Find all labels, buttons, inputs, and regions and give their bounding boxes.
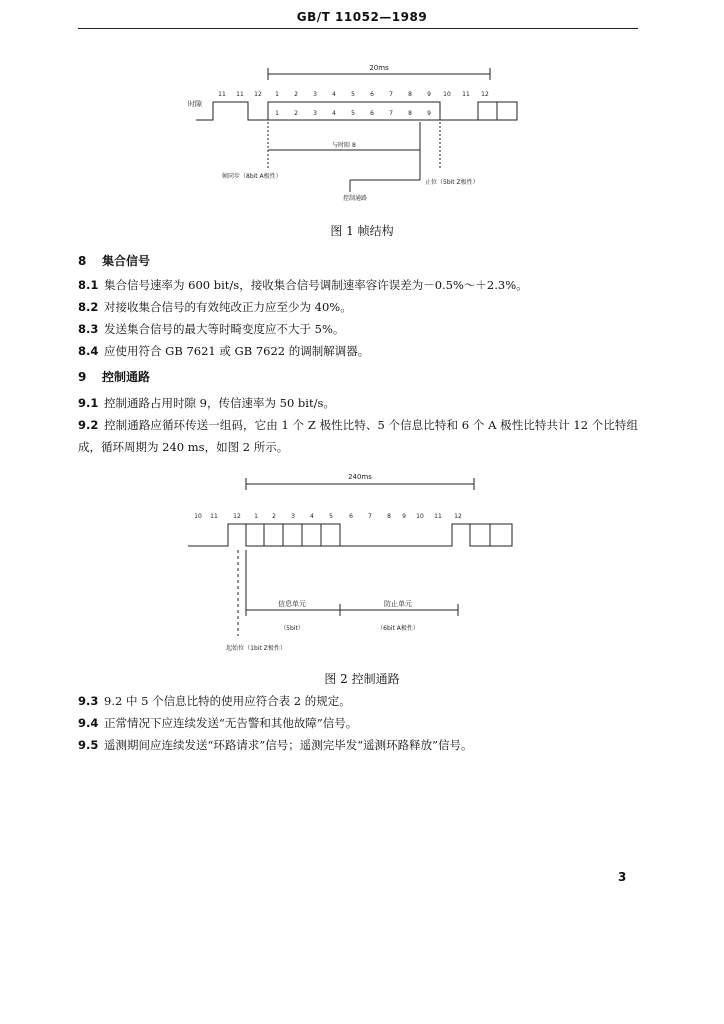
section9-heading	[78, 368, 150, 385]
item-number: 8.2	[78, 300, 99, 314]
fig1-slot-number: 10	[443, 91, 451, 98]
page-header: GB/T 11052—1989	[296, 10, 428, 24]
item-number: 9.3	[78, 694, 99, 708]
fig1-cell-label: 6	[370, 110, 374, 117]
figure1-frame-structure	[0, 60, 724, 210]
item-text: 控制通路应循环传送一组码，它由 1 个 Z 极性比特、5 个信息比特和 6 个 A 极性比特共计 12 个比特组成，循环周期为 240 ms，如图 2 所示。	[78, 418, 638, 454]
item-text: 遥测期间应连续发送“环路请求”信号；遥测完毕发“遥测环路释放”信号。	[104, 738, 473, 752]
fig2-slot-number: 7	[368, 513, 372, 520]
fig2-info-sub: （5bit）	[280, 625, 304, 632]
item-number: 9.4	[78, 716, 99, 730]
fig2-slot-number: 3	[291, 513, 295, 520]
section9-item-4	[78, 712, 357, 734]
fig2-stop-label: 防止单元	[384, 600, 412, 608]
item-text: 对接收集合信号的有效纯改正力应至少为 40%。	[104, 300, 352, 314]
fig2-slot-number: 4	[310, 513, 314, 520]
item-text: 集合信号速率为 600 bit/s，接收集合信号调制速率容许误差为－0.5%～＋2.3%。	[104, 278, 528, 292]
fig1-slot-number: 8	[408, 91, 412, 98]
fig1-slot-number: 12	[254, 91, 262, 98]
fig2-slot-number: 11	[434, 513, 442, 520]
item-text: 发送集合信号的最大等时畸变度应不大于 5%。	[104, 322, 345, 336]
fig1-slot-number: 11	[218, 91, 226, 98]
section9-item-5	[78, 734, 473, 756]
fig2-slot-number: 6	[349, 513, 353, 520]
fig2-slot-number: 5	[329, 513, 333, 520]
section8-item-3	[78, 318, 344, 340]
section9-item-1	[78, 392, 335, 414]
page-number: 3	[618, 870, 627, 884]
fig1-slot-number: 7	[389, 91, 393, 98]
section8-item-2	[78, 296, 352, 318]
fig1-mid-span-label: 与时隙 8	[332, 142, 356, 149]
item-number: 8.3	[78, 322, 99, 336]
fig1-cell-label: 9	[427, 110, 431, 117]
item-number: 9.5	[78, 738, 99, 752]
fig2-span-label: 240ms	[348, 473, 372, 481]
header-rule	[78, 28, 638, 29]
fig2-slot-number: 10	[416, 513, 424, 520]
section8-item-4	[78, 340, 369, 362]
fig1-slot-number: 1	[275, 91, 279, 98]
fig1-annot-mid: 控制通路	[343, 195, 368, 202]
fig1-slot-number: 5	[351, 91, 355, 98]
fig2-slot-number: 11	[210, 513, 218, 520]
section9-item-2	[78, 414, 638, 458]
fig1-slot-number: 4	[332, 91, 336, 98]
fig1-slot-number: 2	[294, 91, 298, 98]
fig1-slot-number: 9	[427, 91, 431, 98]
fig2-start-label: 起始位（1bit Z极性）	[226, 645, 286, 652]
fig2-stop-sub: （6bit A极性）	[377, 625, 419, 632]
fig1-cell-label: 3	[313, 110, 317, 117]
figure1-caption: 图 1 帧结构	[330, 224, 394, 238]
fig1-slot-number: 11	[236, 91, 244, 98]
fig1-slot-number: 6	[370, 91, 374, 98]
item-number: 8.4	[78, 344, 99, 358]
fig1-span-label: 20ms	[369, 64, 389, 72]
fig1-slot-number: 12	[481, 91, 489, 98]
fig2-slot-number: 12	[233, 513, 241, 520]
fig1-annot-left: 帧同步（8bit A极性）	[222, 173, 282, 180]
fig1-waveform	[196, 102, 517, 120]
figure2-caption: 图 2 控制通路	[324, 672, 400, 686]
fig2-slot-number: 8	[387, 513, 391, 520]
fig1-slot-number: 3	[313, 91, 317, 98]
item-number: 9.2	[78, 418, 99, 432]
item-text: 正常情况下应连续发送“无告警和其他故障”信号。	[104, 716, 358, 730]
figure2-control-channel	[0, 466, 724, 666]
fig2-slot-number: 1	[254, 513, 258, 520]
item-number: 8.1	[78, 278, 99, 292]
section9-item-3	[78, 690, 351, 712]
fig2-slot-number: 12	[454, 513, 462, 520]
fig1-slot-number: 11	[462, 91, 470, 98]
fig2-waveform	[188, 524, 512, 546]
section8-heading	[78, 252, 150, 269]
fig2-slot-number: 10	[194, 513, 202, 520]
fig1-cell-label: 4	[332, 110, 336, 117]
section9-number: 9	[78, 370, 87, 384]
fig1-annot-right: 止位（5bit Z极性）	[425, 179, 479, 186]
fig2-slot-number: 9	[402, 513, 406, 520]
item-number: 9.1	[78, 396, 99, 410]
section8-title: 集合信号	[102, 254, 151, 268]
fig1-cell-label: 1	[275, 110, 279, 117]
section8-number: 8	[78, 254, 87, 268]
item-text: 控制通路占用时隙 9，传信速率为 50 bit/s。	[104, 396, 335, 410]
fig1-cell-label: 2	[294, 110, 298, 117]
fig1-cell-label: 8	[408, 110, 412, 117]
fig2-slot-number: 2	[272, 513, 276, 520]
fig1-slot-axis-label: 时隙	[188, 100, 202, 108]
section8-item-1	[78, 274, 528, 296]
fig2-info-label: 信息单元	[278, 600, 306, 608]
item-text: 9.2 中 5 个信息比特的使用应符合表 2 的规定。	[104, 694, 351, 708]
section9-title: 控制通路	[102, 370, 151, 384]
fig1-cell-label: 7	[389, 110, 393, 117]
item-text: 应使用符合 GB 7621 或 GB 7622 的调制解调器。	[104, 344, 370, 358]
fig1-cell-label: 5	[351, 110, 355, 117]
